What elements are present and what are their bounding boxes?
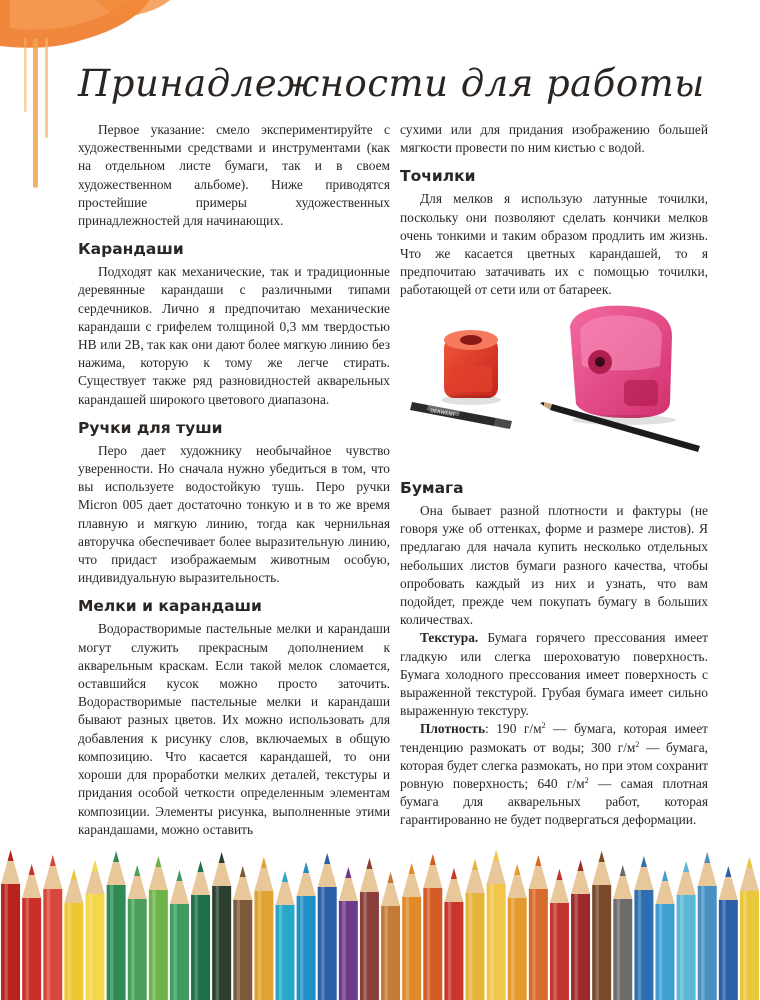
colored-pencil-icon — [613, 865, 632, 1000]
pink-electric-sharpener-icon — [570, 306, 676, 425]
colored-pencil-icon — [656, 870, 675, 1000]
sharpeners-paragraph: Для мелков я использую латунные точилки, поскольку они позволяют сделать кончики мелков очень тонкими и таким образом продлить им жизнь. Что же касается цветных карандашей, то я предпочитаю затачивать их с помощью точилки, работающей от сети или от батареек. — [400, 191, 708, 298]
texture-paragraph — [400, 629, 708, 720]
colored-pencil-icon — [128, 865, 147, 1000]
colored-pencil-icon — [571, 860, 590, 1000]
colored-pencil-icon — [529, 855, 548, 1000]
density-text-2: — бумага, которая имеет тенденцию размокать от воды; 300 г/м — [400, 721, 708, 755]
colored-pencil-icon — [423, 854, 442, 1000]
density-text-4: — самая плотная бумага для акварельных работ, которая гарантированно не будет подвергаться деформации. — [400, 776, 708, 828]
colored-pencil-icon — [233, 866, 252, 1000]
colored-pencil-icon — [508, 864, 527, 1000]
colored-pencil-icon — [719, 866, 738, 1000]
crayons-continuation: сухими или для придания изображению большей мягкости провести по ним кистью с водой. — [400, 122, 708, 156]
colored-pencil-icon — [402, 863, 421, 1000]
density-label: Плотность — [420, 721, 486, 737]
colored-pencil-icon — [43, 855, 62, 1000]
density-paragraph — [400, 720, 708, 829]
colored-pencil-icon — [64, 869, 83, 1000]
crayons-heading: Мелки и карандаши — [78, 597, 262, 616]
sharpeners-photo — [400, 296, 720, 456]
intro-paragraph: Первое указание: смело экспериментируйте с художественными средствами и инструментами (как на отдельном листе бумаги, так и в своем художественном альбоме). Ниже приводятся простейшие примеры художественных принадлежностей для начинающих. — [78, 122, 390, 229]
left-column — [78, 121, 390, 839]
page-title: Принадлежности для работы — [78, 62, 705, 105]
red-sharpener-icon — [441, 330, 501, 405]
texture-text: Бумага горячего прессования имеет гладкую или слегка шероховатую поверхность. Бумага холодного прессования имеет поверхность с выраженной текстурой. Грубая бумага имеет сильно выраженную текстуру. — [400, 630, 708, 719]
pen-icon — [410, 402, 512, 429]
colored-pencil-icon — [1, 850, 20, 1000]
colored-pencil-icon — [634, 856, 653, 1000]
pencils-paragraph: Подходят как механические, так и традиционные деревянные карандаши с различными типами сердечников. Лично я предпочитаю механические карандаши с грифелем толщиной 0,3 мм твердостью HB или 2B, так как они дают более мягкую линию без нажима, которую к тому же легче стирать. Существует также ряд разновидностей акварельных карандашей широкого цветового диапазона. — [78, 264, 390, 407]
colored-pencil-icon — [740, 857, 759, 1000]
colored-pencil-icon — [191, 861, 210, 1000]
superscript-1: 2 — [541, 721, 546, 731]
density-text-1: : 190 г/м — [485, 721, 542, 737]
pen-label: DERWENT — [429, 408, 456, 419]
ink-pens-heading: Ручки для туши — [78, 418, 223, 437]
colored-pencil-icon — [86, 860, 105, 1000]
sharpeners-heading: Точилки — [400, 167, 476, 186]
colored-pencil-icon — [592, 851, 611, 1000]
colored-pencil-icon — [297, 862, 316, 1000]
colored-pencil-icon — [550, 869, 569, 1000]
colored-pencil-icon — [149, 856, 168, 1000]
pencils-heading: Карандаши — [78, 240, 184, 259]
density-text-3: — бумага, которая будет слегка размокать, но при этом сохранит ровную поверхность; 640 г/м — [400, 739, 708, 792]
colored-pencil-icon — [254, 857, 273, 1000]
colored-pencil-icon — [276, 871, 295, 1000]
paper-heading: Бумага — [400, 479, 464, 497]
superscript-2: 2 — [635, 739, 640, 749]
colored-pencil-icon — [487, 850, 506, 1000]
colored-pencils-row — [0, 846, 760, 1000]
colored-pencil-icon — [339, 867, 358, 1000]
colored-pencil-icon — [212, 852, 231, 1000]
texture-label: Текстура. — [420, 630, 479, 646]
colored-pencil-icon — [698, 852, 717, 1000]
right-column-top — [400, 121, 708, 300]
colored-pencil-icon — [318, 853, 337, 1000]
ink-pens-paragraph: Перо дает художнику необычайное чувство уверенности. Но сначала нужно убедиться в том, что вы используете водостойкую тушь. Перо ручки Micron 005 дает достаточно тонкую и в то же время плавную и мягкую линию, тогда как чернильная авторучка обеспечивает более выразительную линию, что придаст изображаемым животным особую, индивидуальную выразительность. — [78, 442, 390, 586]
right-column-bottom — [400, 478, 708, 830]
colored-pencil-icon — [381, 872, 400, 1000]
colored-pencil-icon — [107, 851, 126, 1000]
crayons-paragraph: Водорастворимые пастельные мелки и карандаши могут служить прекрасным дополнением к акварельным краскам. Если такой мелок сломается, оставшийся кусок можно просто заточить. Водорастворимые пастельные мелки и карандаши бывают разных цветов. Их можно использовать для добавления к рисунку слов, включаемых в общую композицию. Что касается карандашей, то они хороши для проработки мелких деталей, текстуры и придания особой четкости определенным элементам композиции. Элементы рисунка, выполненные этими карандашами, можно оставить — [78, 621, 390, 837]
colored-pencil-icon — [444, 868, 463, 1000]
colored-pencil-icon — [360, 858, 379, 1000]
colored-pencil-icon — [466, 859, 485, 1000]
colored-pencil-icon — [677, 861, 696, 1000]
superscript-3: 2 — [584, 776, 589, 786]
paper-paragraph: Она бывает разной плотности и фактуры (не говоря уже об оттенках, форме и размере листов). Я предлагаю для начала купить несколько отдельных небольших листов бумаги разного качества, чтобы опробовать каждый из них и узнать, что вам подойдет, прежде чем покупать бумагу в больших количествах. — [400, 503, 708, 628]
colored-pencil-icon — [22, 864, 41, 1000]
colored-pencil-icon — [170, 870, 189, 1000]
